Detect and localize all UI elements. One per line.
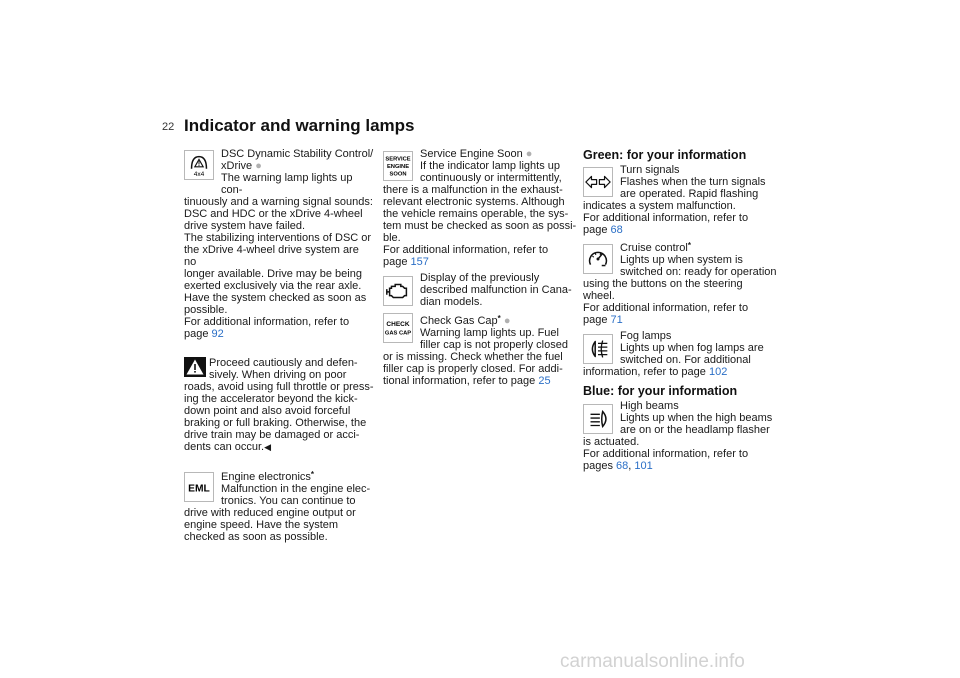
gas-cap-line: filler cap is properly closed. For addi-	[383, 363, 563, 375]
warning-triangle-icon	[184, 357, 206, 377]
page-link-92[interactable]: 92	[211, 328, 224, 340]
dsc-4x4-icon	[184, 150, 214, 180]
eml-line: tronics. You can continue to	[221, 495, 356, 507]
cruise-line: Lights up when system is	[620, 254, 743, 266]
page-ref-prefix: page	[583, 314, 608, 326]
gas-cap-title: Check Gas Cap	[420, 315, 498, 327]
turn-title: Turn signals	[620, 164, 680, 176]
fog-title: Fog lamps	[620, 330, 672, 342]
page-ref-prefix: page	[583, 224, 608, 236]
caution-section	[184, 357, 374, 453]
gas-cap-line: filler cap is not properly closed	[420, 339, 568, 351]
cruise-control-section	[583, 240, 778, 326]
eml-line: checked as soon as possible.	[184, 531, 328, 543]
caution-last-line: dents can occur.	[184, 441, 265, 453]
high-line: is actuated.	[583, 436, 640, 448]
dsc-body-line: Have the system checked as soon as	[184, 292, 367, 304]
svg-text:ENGINE: ENGINE	[386, 163, 410, 170]
ses-line: tem must be checked as soon as possi-	[383, 220, 577, 232]
ses-line: relevant electronic systems. Although	[383, 196, 565, 208]
gas-cap-line: or is missing. Check whether the fuel	[383, 351, 563, 363]
ses-line: For additional information, refer to	[383, 244, 549, 256]
eml-title: Engine electronics	[221, 471, 311, 483]
dsc-body-line: exerted exclusively via the rear axle.	[184, 280, 362, 292]
ses-line: If the indicator lamp lights up	[420, 160, 561, 172]
eml-line: Malfunction in the engine elec-	[221, 483, 371, 495]
status-dot: ●	[525, 148, 533, 160]
eml-icon	[184, 472, 214, 502]
turn-line: indicates a system malfunction.	[583, 200, 736, 212]
cruise-line: For additional information, refer to	[583, 302, 749, 314]
page-link-71[interactable]: 71	[610, 314, 623, 326]
check-gas-cap-section	[383, 313, 578, 387]
caution-line: roads, avoid using full throttle or press-	[184, 381, 374, 393]
option-star: *	[497, 314, 501, 323]
page-link-68[interactable]: 68	[616, 460, 629, 472]
caution-line: ing the accelerator beyond the kick-	[184, 393, 358, 405]
cruise-line: using the buttons on the steering	[583, 278, 743, 290]
column-left	[184, 148, 374, 543]
ses-title: Service Engine Soon	[420, 148, 523, 160]
dsc-body-line: DSC and HDC or the xDrive 4-wheel	[184, 208, 363, 220]
option-star: *	[687, 241, 691, 250]
end-mark-icon: ◀	[264, 442, 272, 452]
page-number: 22	[162, 121, 175, 133]
cruise-control-icon	[583, 244, 613, 274]
cruise-line: switched on: ready for operation	[620, 266, 777, 278]
eml-line: drive with reduced engine output or	[184, 507, 356, 519]
svg-text:4x4: 4x4	[193, 171, 205, 179]
blue-heading: Blue: for your information	[583, 384, 738, 398]
service-engine-soon-section	[383, 148, 578, 268]
page-link-25[interactable]: 25	[538, 375, 551, 387]
turn-line: For additional information, refer to	[583, 212, 749, 224]
fog-line: information, refer to page	[583, 366, 706, 378]
status-dot: ●	[255, 160, 262, 172]
high-title: High beams	[620, 400, 679, 412]
engine-outline-icon	[383, 276, 413, 306]
svg-text:EML: EML	[188, 483, 210, 495]
caution-line: Proceed cautiously and defen-	[209, 357, 358, 369]
fog-lamps-section	[583, 330, 778, 378]
dsc-body-line: possible.	[184, 304, 228, 316]
cruise-title: Cruise control	[620, 242, 688, 254]
page-link-157[interactable]: 157	[410, 256, 429, 268]
svg-text:CHECK: CHECK	[386, 321, 410, 329]
service-engine-soon-icon	[383, 151, 413, 181]
caution-line: drive train may be damaged or acci-	[184, 429, 360, 441]
check-gas-cap-icon	[383, 313, 413, 343]
page-ref-prefix: page	[383, 256, 408, 268]
dsc-body-line: longer available. Drive may be being	[184, 268, 362, 280]
page-link-102[interactable]: 102	[708, 366, 728, 378]
fog-line: switched on. For additional	[620, 354, 751, 366]
fog-lamp-icon	[583, 334, 613, 364]
dsc-body-line: the xDrive 4-wheel drive system are no	[184, 244, 359, 268]
cruise-line: wheel.	[583, 290, 615, 302]
caution-line: down point and also avoid forceful	[184, 405, 351, 417]
status-dot: ●	[503, 315, 511, 327]
high-line: Lights up when the high beams	[620, 412, 773, 424]
dsc-body-line: drive system have failed.	[184, 220, 306, 232]
turn-line: are operated. Rapid flashing	[620, 188, 759, 200]
svg-text:GAS CAP: GAS CAP	[384, 330, 412, 337]
dsc-body-line: tinuously and a warning signal sounds:	[184, 196, 373, 208]
page-title: Indicator and warning lamps	[184, 116, 415, 135]
watermark: carmanualsonline.info	[560, 651, 745, 672]
green-heading: Green: for your information	[583, 148, 747, 162]
gas-cap-line: tional information, refer to page	[383, 375, 536, 387]
ses-line: there is a malfunction in the exhaust-	[383, 184, 563, 196]
page-ref-prefix: page	[184, 328, 209, 340]
high-line: For additional information, refer to	[583, 448, 749, 460]
canada-display-section	[383, 272, 578, 308]
turn-line: Flashes when the turn signals	[620, 176, 766, 188]
column-middle	[383, 148, 578, 387]
page-ref-prefix: pages	[583, 460, 613, 472]
dsc-body-line: For additional information, refer to	[184, 316, 350, 328]
canada-line: described malfunction in Cana-	[420, 284, 572, 296]
turn-signals-section	[583, 164, 778, 236]
caution-line: sively. When driving on poor	[209, 369, 347, 381]
column-right	[583, 148, 778, 472]
eml-line: engine speed. Have the system	[184, 519, 339, 531]
canada-line: dian models.	[420, 296, 483, 308]
dsc-body-line: The warning lamp lights up con-	[221, 172, 353, 196]
fog-line: Lights up when fog lamps are	[620, 342, 764, 354]
high-beams-section	[583, 400, 778, 472]
option-star: *	[310, 470, 315, 479]
canada-line: Display of the previously	[420, 272, 540, 284]
svg-text:SERVICE: SERVICE	[385, 156, 411, 163]
ses-line: ble.	[383, 232, 401, 244]
page-ref-separator: ,	[628, 460, 632, 472]
gas-cap-line: Warning lamp lights up. Fuel	[420, 327, 559, 339]
dsc-title: DSC Dynamic Stability Control/	[221, 148, 374, 160]
dsc-body-line: The stabilizing interventions of DSC or	[184, 232, 372, 244]
svg-text:SOON: SOON	[389, 171, 407, 178]
high-line: are on or the headlamp flasher	[620, 424, 770, 436]
ses-line: continuously or intermittently,	[420, 172, 562, 184]
caution-line: braking or full braking. Otherwise, the	[184, 417, 367, 429]
dsc-section	[184, 148, 374, 340]
dsc-title-xdrive: xDrive	[221, 160, 253, 172]
eml-section	[184, 469, 374, 543]
ses-line: the vehicle remains operable, the sys-	[383, 208, 569, 220]
high-beam-icon	[583, 404, 613, 434]
page-link-68[interactable]: 68	[610, 224, 623, 236]
turn-signal-arrows-icon	[583, 167, 613, 197]
page-link-101[interactable]: 101	[634, 460, 653, 472]
